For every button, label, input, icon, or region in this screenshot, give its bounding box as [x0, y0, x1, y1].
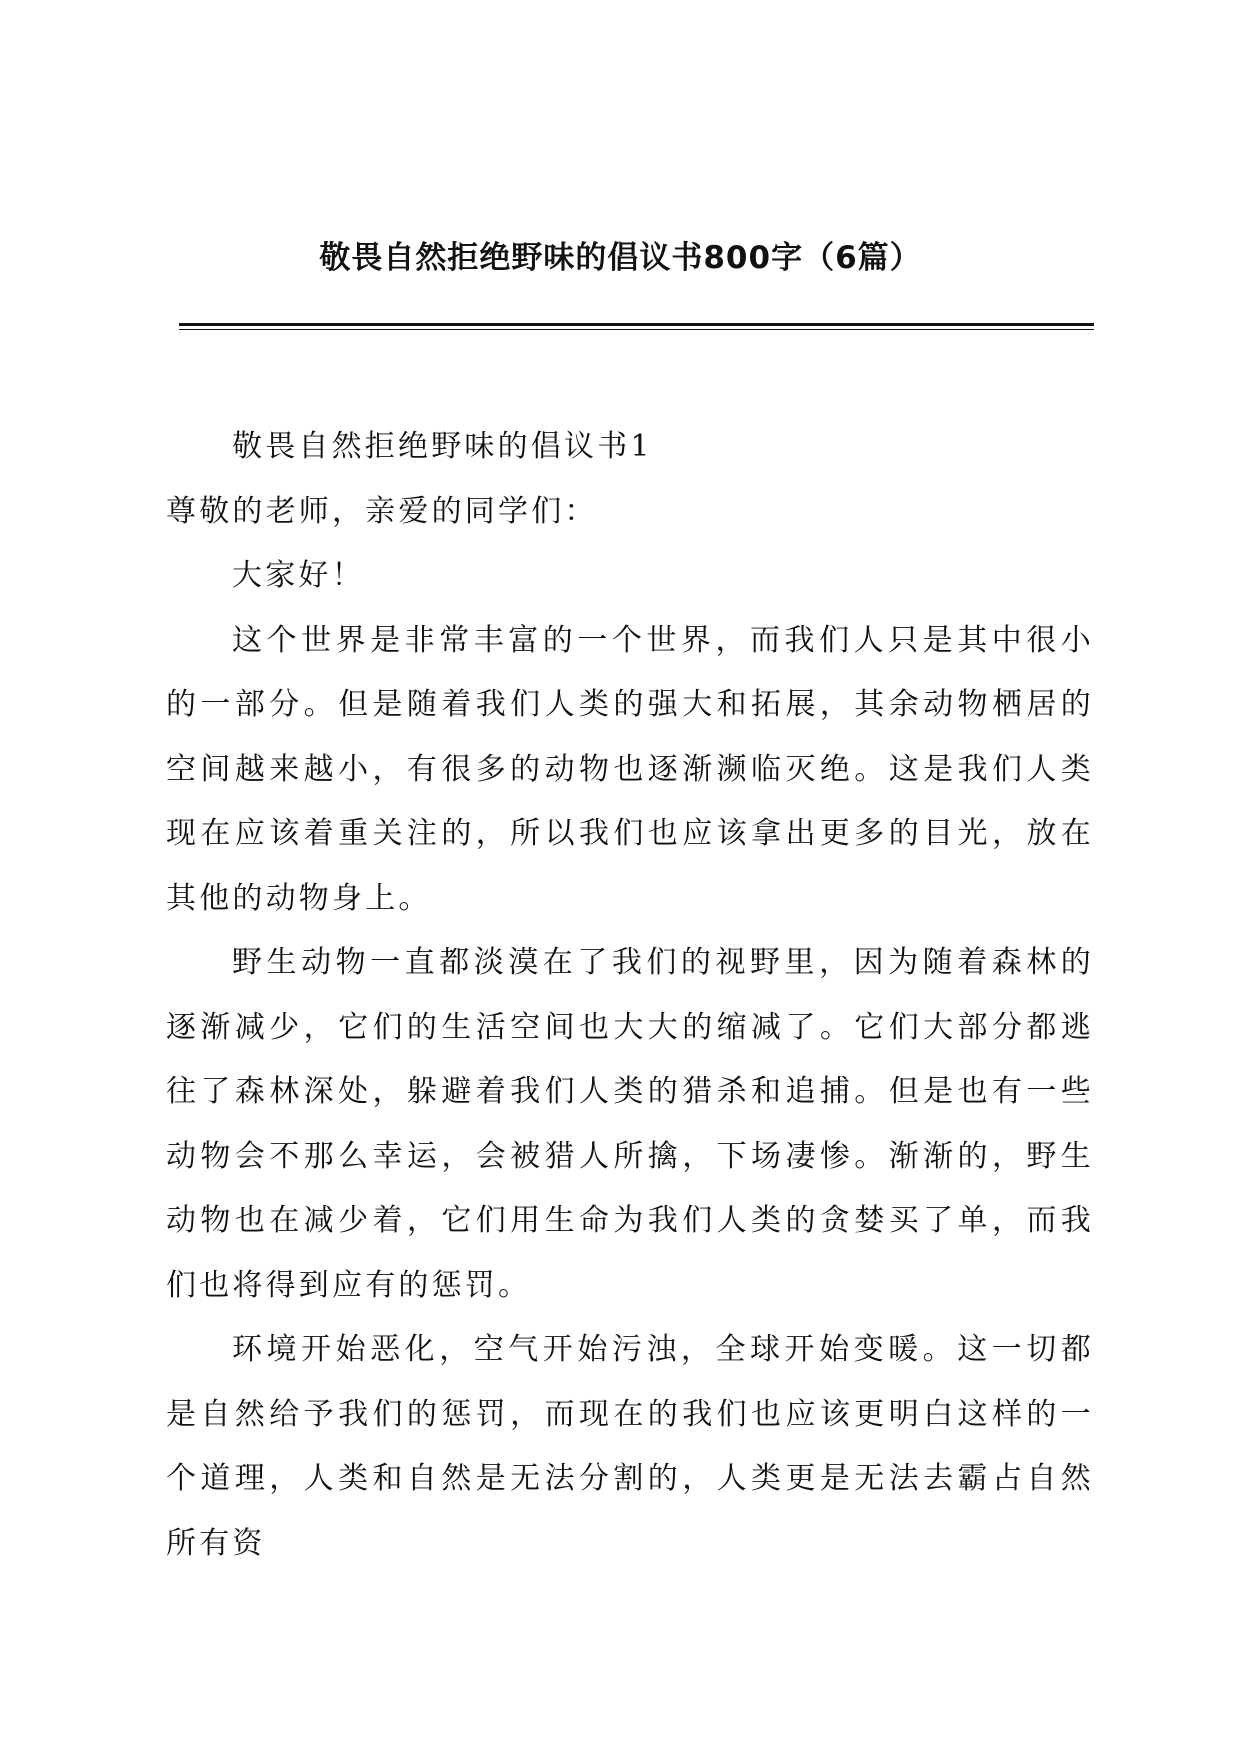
- body-paragraph: 野生动物一直都淡漠在了我们的视野里，因为随着森林的逐渐减少，它们的生活空间也大大的缩减了。它们大部分都逃往了森林深处，躲避着我们人类的猎杀和追捕。但是也有一些动物会不那么幸运，会被猎人所擒，下场凄惨。渐渐的，野生动物也在减少着，它们用生命为我们人类的贪婪买了单，而我们也将得到应有的惩罚。: [166, 945, 1094, 1303]
- salutation: 尊敬的老师，亲爱的同学们：: [166, 493, 598, 529]
- greeting: 大家好！: [232, 558, 365, 593]
- document-title: 敬畏自然拒绝野味的倡议书800字（6篇）: [319, 240, 922, 276]
- document-body: [166, 415, 1094, 1576]
- title-divider-thin: [179, 329, 1094, 330]
- section-heading: 敬畏自然拒绝野味的倡议书1: [232, 429, 653, 464]
- body-paragraph: 这个世界是非常丰富的一个世界，而我们人只是其中很小的一部分。但是随着我们人类的强大和拓展，其余动物栖居的空间越来越小，有很多的动物也逐渐濒临灭绝。这是我们人类现在应该着重关注的，所以我们也应该拿出更多的目光，放在其他的动物身上。: [166, 622, 1094, 916]
- title-divider-thick: [179, 323, 1094, 326]
- body-paragraph: 环境开始恶化，空气开始污浊，全球开始变暖。这一切都是自然给予我们的惩罚，而现在的我们也应该更明白这样的一个道理，人类和自然是无法分割的，人类更是无法去霸占自然所有资: [166, 1332, 1094, 1561]
